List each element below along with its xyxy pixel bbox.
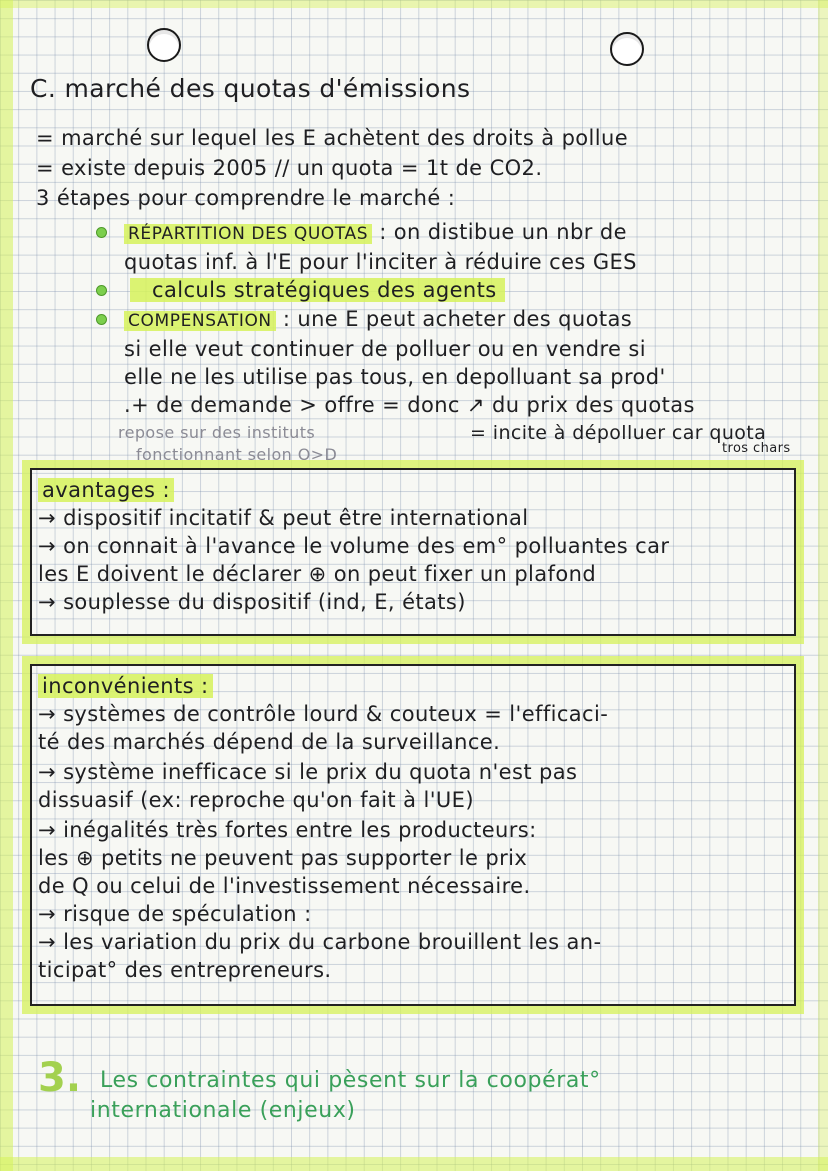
compensation-continuation-3: .+ de demande > offre = donc ↗ du prix des quotas	[124, 393, 695, 417]
inconvenient-item: → inégalités très fortes entre les producteurs:	[38, 818, 537, 842]
faint-note-1: repose sur des instituts	[118, 423, 316, 442]
definition-line-3: 3 étapes pour comprendre le marché :	[36, 186, 456, 210]
inconvenient-item: → les variation du prix du carbone brouillent les an-	[38, 930, 602, 954]
next-section-title-line-1: Les contraintes qui pèsent sur la coopérat°	[100, 1068, 601, 1093]
step-calculs	[130, 280, 505, 301]
next-section-title-line-2: internationale (enjeux)	[90, 1098, 356, 1123]
repartition-continuation: quotas inf. à l'E pour l'inciter à réduire ces GES	[124, 250, 637, 274]
advantages-heading	[38, 480, 174, 501]
next-section-number: 3.	[38, 1055, 82, 1101]
bullet-dot	[96, 285, 107, 296]
inconvenient-item: ticipat° des entrepreneurs.	[38, 958, 332, 982]
incite-note-small: tros chars	[722, 441, 791, 456]
inconvenients-heading	[38, 676, 213, 697]
faint-note-2: fonctionnant selon O>D	[136, 445, 338, 464]
inconvenients-heading-label: inconvénients :	[38, 674, 213, 698]
advantage-item: les E doivent le déclarer ⊕ on peut fixer un plafond	[38, 562, 597, 586]
step-compensation	[124, 309, 632, 330]
advantages-heading-label: avantages :	[38, 478, 174, 502]
top-highlight-band	[0, 0, 828, 8]
definition-line-2: = existe depuis 2005 // un quota = 1t de CO2.	[36, 156, 543, 180]
inconvenient-item: les ⊕ petits ne peuvent pas supporter le prix	[38, 846, 528, 870]
inconvenient-item: → systèmes de contrôle lourd & couteux = l'efficaci-	[38, 702, 609, 726]
bottom-highlight-band	[0, 1157, 828, 1171]
inconvenient-item: dissuasif (ex: reproche qu'on fait à l'UE)	[38, 788, 474, 812]
calculs-label: calculs stratégiques des agents	[130, 278, 505, 302]
advantage-item: → on connait à l'avance le volume des em° polluantes car	[38, 534, 670, 558]
advantage-item: → souplesse du dispositif (ind, E, états)	[38, 590, 466, 614]
inconvenient-item: té des marchés dépend de la surveillance.	[38, 730, 501, 754]
inconvenient-item: de Q ou celui de l'investissement nécessaire.	[38, 874, 531, 898]
section-title: C. marché des quotas d'émissions	[30, 74, 471, 103]
punch-hole-right	[610, 32, 644, 66]
compensation-continuation-2: elle ne les utilise pas tous, en depolluant sa prod'	[124, 365, 666, 389]
repartition-text: : on distibue un nbr de	[379, 220, 627, 244]
bullet-dot	[96, 227, 107, 238]
punch-hole-left	[147, 28, 181, 62]
inconvenient-item: → risque de spéculation :	[38, 902, 312, 926]
incite-note: = incite à dépolluer car quota	[470, 422, 767, 444]
bullet-dot	[96, 314, 107, 325]
inconvenient-item: → système inefficace si le prix du quota n'est pas	[38, 760, 578, 784]
compensation-label: COMPENSATION	[124, 311, 276, 331]
compensation-text: : une E peut acheter des quotas	[282, 307, 633, 331]
advantage-item: → dispositif incitatif & peut être international	[38, 506, 529, 530]
left-margin-highlight	[0, 0, 13, 1171]
compensation-continuation-1: si elle veut continuer de polluer ou en vendre si	[124, 337, 647, 361]
repartition-label: RÉPARTITION DES QUOTAS	[124, 224, 372, 244]
definition-line-1: = marché sur lequel les E achètent des droits à pollue	[36, 126, 629, 150]
right-margin-highlight	[818, 0, 828, 1171]
step-repartition	[124, 222, 627, 243]
